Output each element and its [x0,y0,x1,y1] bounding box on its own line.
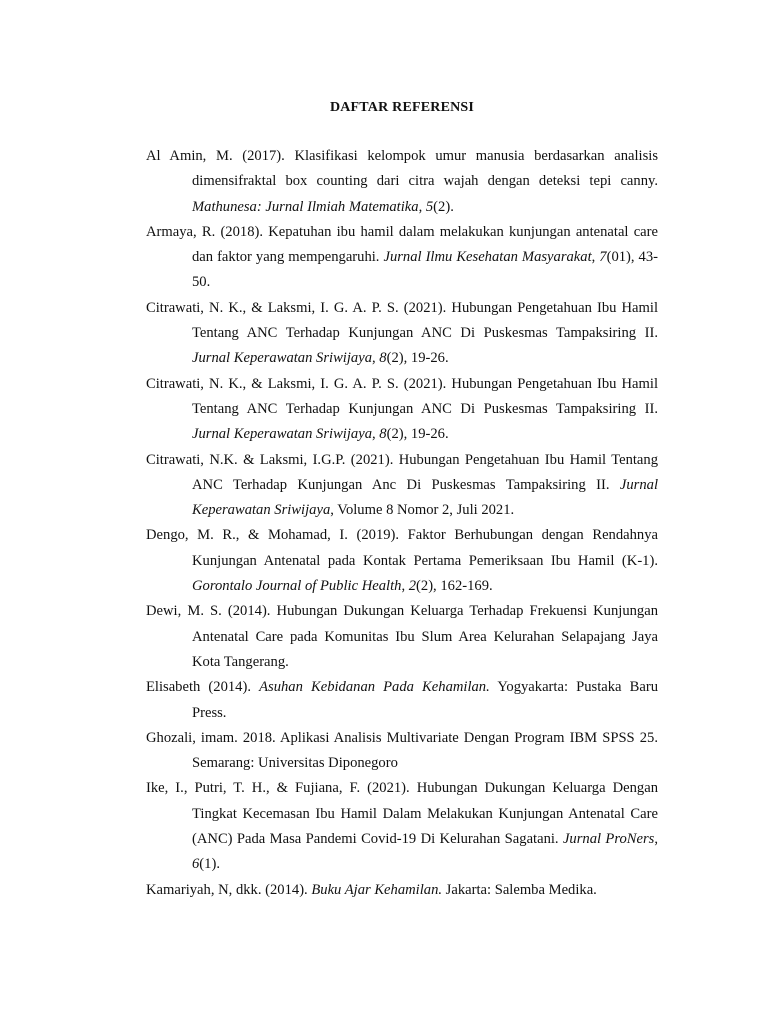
reference-volume: 2 [408,578,417,595]
reference-text: (2), 19-26. [386,350,449,367]
reference-volume: 5 [425,198,434,215]
reference-source: Buku Ajar Kehamilan. [311,881,443,898]
reference-item [146,220,658,296]
reference-item [146,448,658,524]
reference-text: Yogyakarta: Pustaka Baru Press. [192,679,658,721]
reference-text: , [372,350,380,367]
reference-item [146,776,658,877]
reference-text: (01), 43-50. [192,249,659,291]
reference-text: Dewi, M. S. (2014). Hubungan Dukungan Keluarga Terhadap Frekuensi Kunjungan Antenatal Care pada Komunitas Ibu Slum Area Kelurahan Selapajang Jaya Kota Tangerang. [146,603,658,670]
reference-item [146,878,658,903]
reference-text: (1). [199,856,220,873]
reference-source: Jurnal Ilmu Kesehatan Masyarakat [383,249,592,266]
reference-text: , [591,249,600,266]
reference-text: Citrawati, N. K., & Laksmi, I. G. A. P. S. (2021). Hubungan Pengetahuan Ibu Hamil Tentang ANC Terhadap Kunjungan ANC Di Puskesmas Tampaksiring II. [146,375,658,417]
reference-text: (2). [433,198,454,215]
reference-text: , [654,831,659,848]
reference-source: Gorontalo Journal of Public Health [192,578,402,595]
reference-text: Al Amin, M. (2017). Klasifikasi kelompok umur manusia berdasarkan analisis dimensifraktal box counting dari citra wajah dengan deteksi tepi canny. [146,148,658,190]
reference-volume: 8 [379,426,387,443]
reference-text: Kamariyah, N, dkk. (2014). [146,881,312,898]
reference-text: Dengo, M. R., & Mohamad, I. (2019). Faktor Berhubungan dengan Rendahnya Kunjungan Antenatal pada Kontak Pertama Pemeriksaan Ibu Hamil (K-1). [146,527,658,569]
reference-item [146,144,658,220]
reference-text: Ghozali, imam. 2018. Aplikasi Analisis Multivariate Dengan Program IBM SPSS 25. Semarang: Universitas Diponegoro [146,729,658,772]
reference-source: Asuhan Kebidanan Pada Kehamilan. [259,679,490,696]
reference-volume: 6 [192,856,200,873]
reference-item [146,599,658,675]
reference-item [146,372,658,448]
reference-source: Jurnal Keperawatan Sriwijaya [192,426,372,443]
reference-source: Mathunesa: Jurnal Ilmiah Matematika [192,198,419,215]
reference-volume: 8 [379,350,387,367]
reference-text: Citrawati, N. K., & Laksmi, I. G. A. P. S. (2021). Hubungan Pengetahuan Ibu Hamil Tentang ANC Terhadap Kunjungan ANC Di Puskesmas Tampaksiring II. [146,299,658,342]
reference-source: Jurnal Keperawatan Sriwijaya [192,350,372,367]
reference-item [146,523,658,599]
reference-text: Armaya, R. (2018). Kepatuhan ibu hamil dalam melakukan kunjungan antenatal care dan faktor yang mempengaruhi. [146,223,658,266]
reference-text: Citrawati, N.K. & Laksmi, I.G.P. (2021). Hubungan Pengetahuan Ibu Hamil Tentang ANC Terhadap Kunjungan Anc Di Puskesmas Tampaksiring II. [146,451,658,493]
reference-text: , Volume 8 Nomor 2, Juli 2021. [330,502,515,519]
reference-text: , [401,578,409,595]
reference-list [146,144,658,903]
reference-source: Jurnal Keperawatan Sriwijaya [192,476,658,519]
reference-text: , [418,198,426,215]
reference-volume: 7 [599,249,607,266]
reference-text: Elisabeth (2014). [146,679,260,696]
reference-text: , [372,426,380,443]
reference-item [146,726,658,777]
reference-source: Jurnal ProNers [562,831,655,848]
reference-item [146,675,658,726]
reference-text: (2), 162-169. [416,578,493,595]
reference-item [146,296,658,372]
reference-text: Ike, I., Putri, T. H., & Fujiana, F. (2021). Hubungan Dukungan Keluarga Dengan Tingkat Kecemasan Ibu Hamil Dalam Melakukan Kunjungan Antenatal Care (ANC) Pada Masa Pandemi Covid-19 Di Kelurahan Sagatani. [146,780,658,848]
page-title: DAFTAR REFERENSI [329,100,475,115]
reference-text: (2), 19-26. [386,426,449,443]
reference-text: Jakarta: Salemba Medika. [442,881,597,898]
